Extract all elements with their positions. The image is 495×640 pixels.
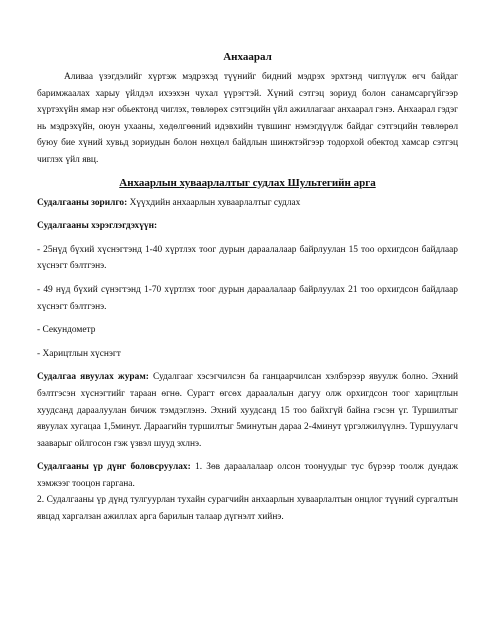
tool-item-2: - 49 нүд бүхий сүнэгтэнд 1-70 хүртлэх тоог дурын дараалалаар байрлуулах 21 тоо орхигдсон байдлаар хүснэгт бэлтгэнэ. bbox=[37, 284, 458, 312]
results-paragraph bbox=[37, 459, 458, 492]
method-heading: Анхаарлын хуваарлалтыг судлах Шультегийн арга bbox=[119, 176, 376, 189]
tool-item-1: - 25нүд бүхий хүснэгтэнд 1-40 хүртлэх тоог дурын дараалалаар байрлуулан 15 тоо орхигдсон байдлаар хүснэгт бэлтгэнэ. bbox=[37, 244, 458, 272]
tool-item-3: - Секундометр bbox=[37, 325, 96, 336]
results-item-2: 2. Судалгааны үр дүнд тулгуурлан тухайн сурагчийн анхаарлын хуваарлалтын онцлог түүний сургалтын явцад харгалзан ажиллах арга барилын талаар дүгнэлт хийнэ. bbox=[37, 495, 458, 523]
purpose-text: Хүүхдийн анхаарлын хуваарлалтыг судлах bbox=[127, 197, 301, 208]
purpose-label: Судалгааны зорилго: bbox=[37, 197, 128, 208]
procedure-paragraph bbox=[37, 369, 458, 452]
intro-paragraph: Аливаа үзэгдэлийг хүртэж мэдрэхэд түүнийг бидний мэдрэх эрхтэнд чиглүүлж өгч байдаг баримжаалах харыу үйлдэл ихээхэн чухал үүрэгтэй. Хүний сэтгэц зориуд болон санамсаргүйгээр хүртэхүйн ямар нэг обьектонд чиглэх, төвлөрөх сэтгэцийн үйл ажиллагааг анхаарал гэнэ. Анхаарал гэдэг нь мэдрэхүйн, оюун ухааны, хөдөлгөөний идэвхийн түвшинг нэмэгдүүлж байдаг сэтгэцийн төвлөрөл буюу бие хүний хувьд зориудын болон нөхцөл байдлын шинжтэйгээр тодорхой обектод хамсар сэтгэц чиглэх үйл явц. bbox=[37, 72, 458, 165]
purpose-paragraph bbox=[37, 195, 458, 212]
tool-item-4: - Харицтлын хүснэгт bbox=[37, 348, 121, 359]
results-text: 1. Зөв дараалалаар олсон тоонуудыг тус бүрээр тоолж дундаж хэмжээг тооцон гаргана. bbox=[37, 462, 458, 489]
document-title: Анхаарал bbox=[223, 51, 272, 63]
results-label: Судалгааны үр дүнг боловсруулах: bbox=[37, 462, 191, 473]
procedure-label: Судалгаа явуулах журам: bbox=[37, 372, 149, 383]
tools-heading bbox=[37, 218, 458, 235]
procedure-text: Судалгааг хэсэгчилсэн ба ганцаарчилсан хэлбэрээр явуулж болно. Эхний бэлтгэсэн хүснэгтийг тараан өгнө. Сурагт өгсөх дараалалын дагуу олж орхигдсон тоог харицтлын хуудсанд дараалуулан бичиж тэмдэглэнэ. Эхний хуудсанд 15 тоо байхгүй байна гэсэн үг. Туршилтыг явуулах хугацаа 1,5минут. Дараагийн туршилтыг 5минутын дараа 2-4минут үргэлжилүүлнэ. Туршуулагч зааварыг ойлгосон гэж үзвэл шууд эхлнэ. bbox=[37, 372, 458, 449]
tools-label: Судалгааны хэрэглэгдэхүүн: bbox=[37, 221, 158, 232]
